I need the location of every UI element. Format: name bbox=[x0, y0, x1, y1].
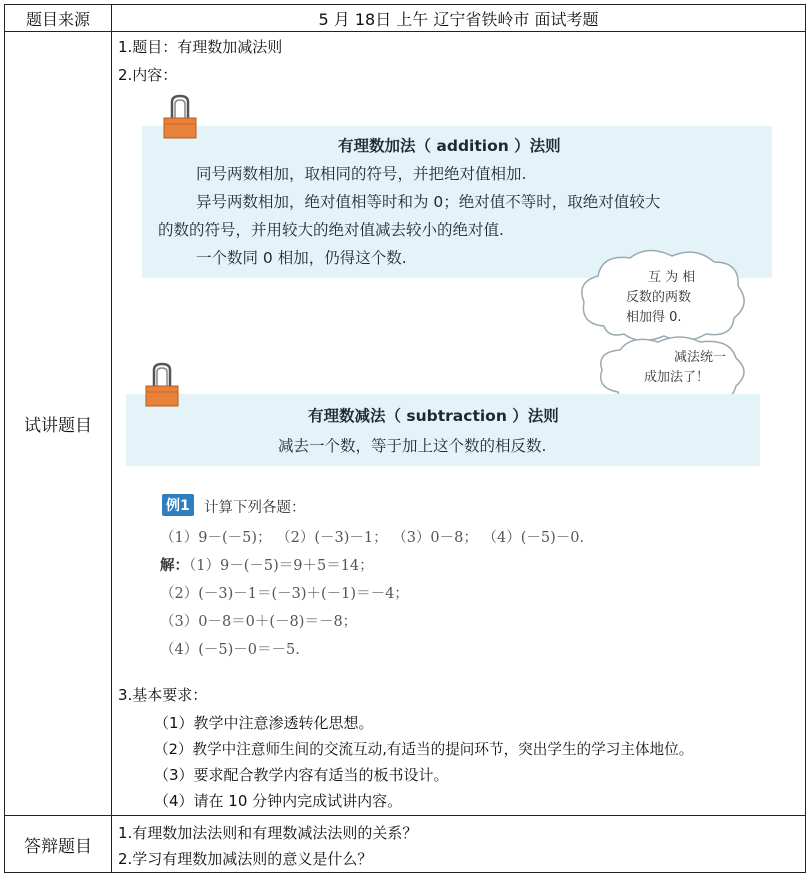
lecture-content bbox=[112, 32, 806, 816]
source-value: 5 月 18日 上午 辽宁省铁岭市 面试考题 bbox=[112, 5, 806, 32]
defense-question: 1.有理数加法法则和有理数减法法则的关系？ bbox=[118, 824, 418, 842]
binder-clip-icon bbox=[142, 362, 182, 412]
requirement-item: （3）要求配合教学内容有适当的板书设计。 bbox=[154, 766, 449, 784]
requirement-item: （4）请在 10 分钟内完成试讲内容。 bbox=[154, 792, 403, 810]
solution-text: （1）9－(－5)＝9＋5＝14； bbox=[189, 558, 374, 574]
defense-row bbox=[5, 816, 806, 873]
solution-line: （2）(－3)－1＝(－3)＋(－1)＝－4； bbox=[160, 586, 409, 602]
subtraction-rule-box bbox=[126, 394, 760, 466]
requirement-item: （2）教学中注意师生间的交流互动,有适当的提问环节，突出学生的学习主体地位。 bbox=[154, 741, 694, 758]
cloud-text: 互 为 相 bbox=[648, 270, 696, 285]
defense-label: 答辩题目 bbox=[5, 816, 112, 873]
example-problems: （1）9－(－5)； （2）(－3)－1； （3）0－8； （4）(－5)－0. bbox=[160, 530, 585, 546]
defense-content bbox=[112, 816, 806, 873]
cloud-text: 反数的两数 bbox=[626, 290, 692, 305]
cloud-text: 相加得 0. bbox=[626, 310, 682, 325]
subtraction-rule-title: 有理数减法（ subtraction ）法则 bbox=[308, 407, 559, 425]
requirement-item: （1）教学中注意渗透转化思想。 bbox=[154, 714, 374, 732]
topic-line: 1.题目：有理数加减法则 bbox=[118, 38, 283, 56]
addition-rule-line: 的数的符号，并用较大的绝对值减去较小的绝对值. bbox=[158, 221, 504, 239]
addition-rule-line: 一个数同 0 相加，仍得这个数. bbox=[196, 249, 407, 267]
solution-label: 解： bbox=[160, 558, 189, 574]
example-badge: 例1 bbox=[162, 494, 194, 516]
subtraction-rule-line: 减去一个数，等于加上这个数的相反数. bbox=[278, 437, 547, 455]
cloud-text: 减法统一 bbox=[674, 350, 727, 365]
example-title: 计算下列各题： bbox=[204, 500, 306, 516]
content-label: 2.内容： bbox=[118, 66, 178, 84]
binder-clip-icon bbox=[160, 94, 200, 144]
lecture-row bbox=[5, 32, 806, 816]
requirements-label: 3.基本要求： bbox=[118, 686, 208, 704]
addition-rule-line: 异号两数相加，绝对值相等时和为 0；绝对值不等时，取绝对值较大 bbox=[196, 193, 661, 211]
defense-question: 2.学习有理数加减法则的意义是什么？ bbox=[118, 850, 373, 868]
addition-rule-line: 同号两数相加，取相同的符号，并把绝对值相加. bbox=[196, 165, 527, 183]
header-row bbox=[5, 5, 806, 32]
solution-line: （4）(－5)－0＝－5. bbox=[160, 642, 300, 658]
exam-table bbox=[4, 4, 806, 873]
lecture-label: 试讲题目 bbox=[5, 32, 112, 816]
addition-rule-title: 有理数加法（ addition ）法则 bbox=[338, 137, 561, 155]
solution-line bbox=[160, 554, 374, 575]
solution-line: （3）0－8＝0＋(－8)＝－8； bbox=[160, 614, 358, 630]
cloud-text: 成加法了！ bbox=[644, 370, 710, 385]
source-label: 题目来源 bbox=[5, 5, 112, 32]
